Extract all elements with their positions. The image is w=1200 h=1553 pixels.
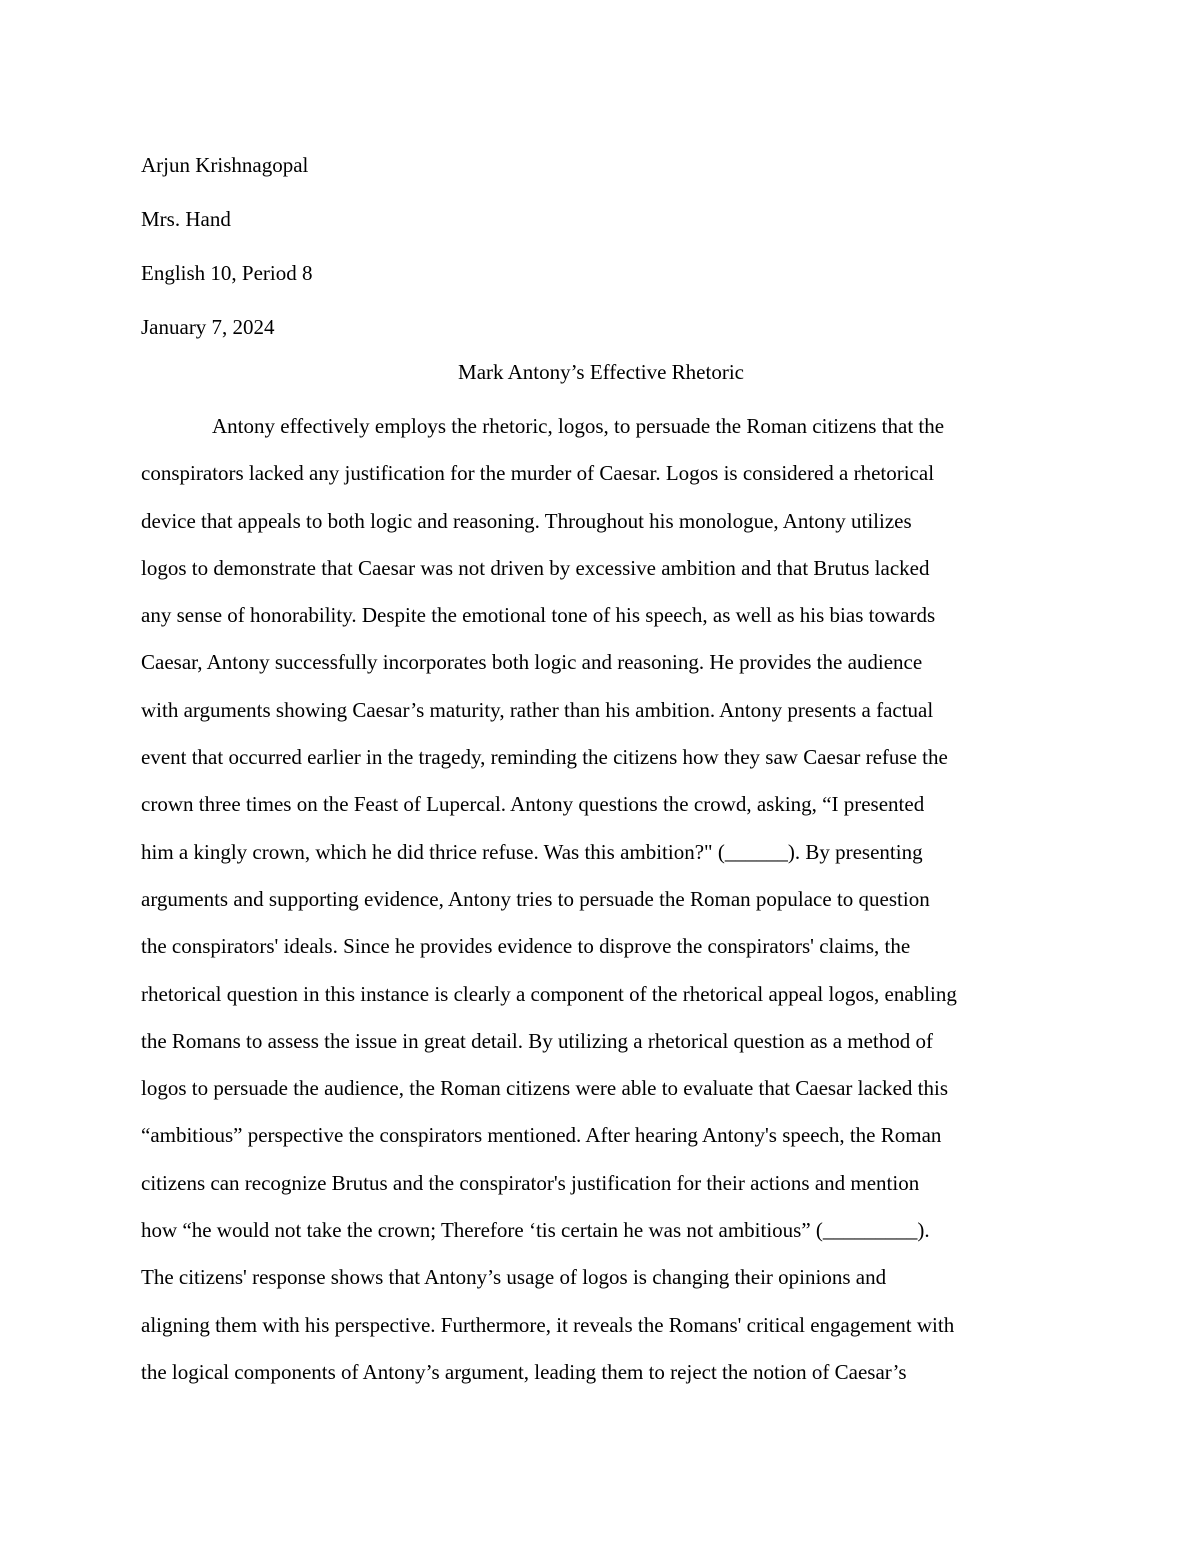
body-line: him a kingly crown, which he did thrice refuse. Was this ambition?" (______). By presenting [141, 839, 923, 864]
teacher-name: Mrs. Hand [141, 207, 231, 231]
body-line: rhetorical question in this instance is clearly a component of the rhetorical appeal logos, enabling [141, 981, 957, 1006]
student-name: Arjun Krishnagopal [141, 153, 309, 177]
body-line: the Romans to assess the issue in great detail. By utilizing a rhetorical question as a method of [141, 1028, 933, 1053]
course-name: English 10, Period 8 [141, 261, 313, 285]
body-line: the conspirators' ideals. Since he provides evidence to disprove the conspirators' claims, the [141, 934, 911, 959]
essay-body-paragraph [141, 408, 1061, 1401]
body-line: logos to persuade the audience, the Roman citizens were able to evaluate that Caesar lacked this [141, 1076, 949, 1101]
body-line: any sense of honorability. Despite the emotional tone of his speech, as well as his bias towards [141, 603, 936, 628]
body-line: how “he would not take the crown; Therefore ‘tis certain he was not ambitious” (_________). [141, 1218, 930, 1243]
body-line: logos to demonstrate that Caesar was not driven by excessive ambition and that Brutus lacked [141, 555, 930, 580]
body-line: device that appeals to both logic and reasoning. Throughout his monologue, Antony utilizes [141, 508, 912, 533]
body-line: the logical components of Antony’s argument, leading them to reject the notion of Caesar’s [141, 1359, 907, 1384]
body-line: event that occurred earlier in the tragedy, reminding the citizens how they saw Caesar refuse the [141, 745, 948, 770]
body-line: conspirators lacked any justification for the murder of Caesar. Logos is considered a rhetorical [141, 461, 935, 486]
body-line: crown three times on the Feast of Lupercal. Antony questions the crowd, asking, “I presented [141, 792, 925, 817]
assignment-date: January 7, 2024 [141, 315, 275, 339]
body-line: citizens can recognize Brutus and the conspirator's justification for their actions and mention [141, 1170, 920, 1195]
mla-heading [141, 138, 1061, 354]
body-line: with arguments showing Caesar’s maturity, rather than his ambition. Antony presents a factual [141, 697, 934, 722]
body-line: aligning them with his perspective. Furthermore, it reveals the Romans' critical engagement with [141, 1312, 955, 1337]
body-line: “ambitious” perspective the conspirators mentioned. After hearing Antony's speech, the Roman [141, 1123, 942, 1148]
essay-title: Mark Antony’s Effective Rhetoric [458, 360, 744, 384]
body-line: arguments and supporting evidence, Antony tries to persuade the Roman populace to question [141, 886, 930, 911]
body-line: The citizens' response shows that Antony’s usage of logos is changing their opinions and [141, 1265, 887, 1290]
body-line: Caesar, Antony successfully incorporates both logic and reasoning. He provides the audience [141, 650, 923, 675]
body-line: Antony effectively employs the rhetoric, logos, to persuade the Roman citizens that the [212, 414, 945, 438]
